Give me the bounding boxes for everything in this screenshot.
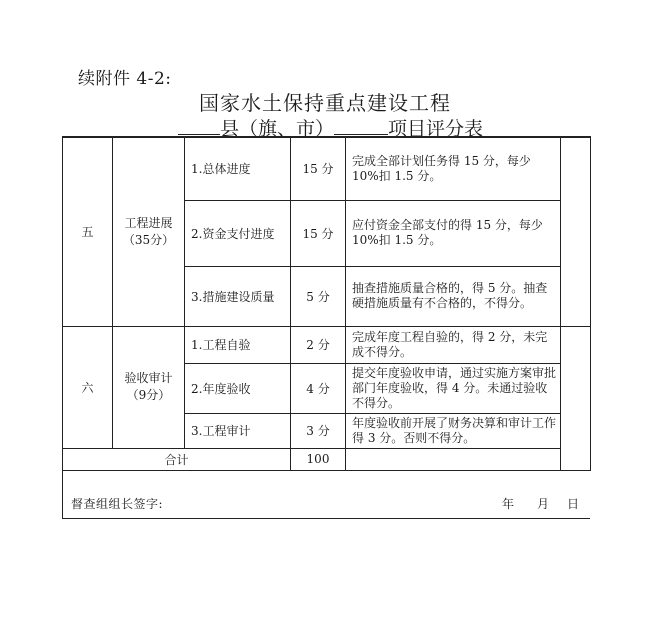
section-category [113, 326, 185, 448]
category-points: （9分） [126, 388, 171, 402]
item-criteria: 抽查措施质量合格的，得 5 分。抽查硬措施质量有不合格的，不得分。 [346, 266, 561, 326]
signature-label: 督查组组长签字: [71, 497, 164, 511]
date-month: 月 [537, 497, 550, 511]
subtitle-county: 县（旗、市） [220, 118, 335, 140]
item-score: 3 分 [291, 413, 346, 448]
category-name: 工程进展 [124, 215, 173, 230]
item-score: 15 分 [291, 137, 346, 200]
section-number: 五 [63, 137, 113, 326]
outer-frame-bottom [62, 518, 590, 519]
item-score: 2 分 [291, 326, 346, 363]
total-row [63, 448, 591, 470]
extra-column-cell [561, 326, 591, 470]
total-label: 合计 [63, 448, 291, 470]
item-name: 3.措施建设质量 [185, 266, 291, 326]
document-title: 国家水土保持重点建设工程 [199, 91, 451, 115]
item-name: 2.资金支付进度 [185, 200, 291, 266]
subtitle-suffix: 项目评分表 [388, 118, 484, 140]
score-table [62, 136, 591, 471]
item-name: 1.总体进度 [185, 137, 291, 200]
item-score: 15 分 [291, 200, 346, 266]
date-year: 年 [502, 497, 515, 511]
item-criteria: 年度验收前开展了财务决算和审计工作得 3 分。否则不得分。 [346, 413, 561, 448]
item-criteria: 提交年度验收申请，通过实施方案审批部门年度验收，得 4 分。未通过验收不得分。 [346, 363, 561, 413]
attachment-label: 续附件 4-2: [78, 69, 172, 89]
section-number: 六 [63, 326, 113, 448]
total-value: 100 [291, 448, 346, 470]
total-empty-cell [346, 448, 561, 470]
date-day: 日 [567, 497, 580, 511]
table-row [63, 137, 591, 200]
county-blank-line [178, 116, 220, 135]
project-blank-line [334, 116, 388, 135]
item-name: 3.工程审计 [185, 413, 291, 448]
extra-column-cell [561, 137, 591, 326]
item-score: 4 分 [291, 363, 346, 413]
section-category [113, 137, 185, 326]
item-score: 5 分 [291, 266, 346, 326]
category-name: 验收审计 [124, 371, 173, 385]
item-name: 2.年度验收 [185, 363, 291, 413]
category-points: （35分） [122, 232, 175, 247]
item-name: 1.工程自验 [185, 326, 291, 363]
item-criteria: 应付资金全部支付的得 15 分，每少10%扣 1.5 分。 [346, 200, 561, 266]
table-row [63, 326, 591, 363]
item-criteria: 完成全部计划任务得 15 分，每少10%扣 1.5 分。 [346, 137, 561, 200]
item-criteria: 完成年度工程自验的，得 2 分，未完成不得分。 [346, 326, 561, 363]
